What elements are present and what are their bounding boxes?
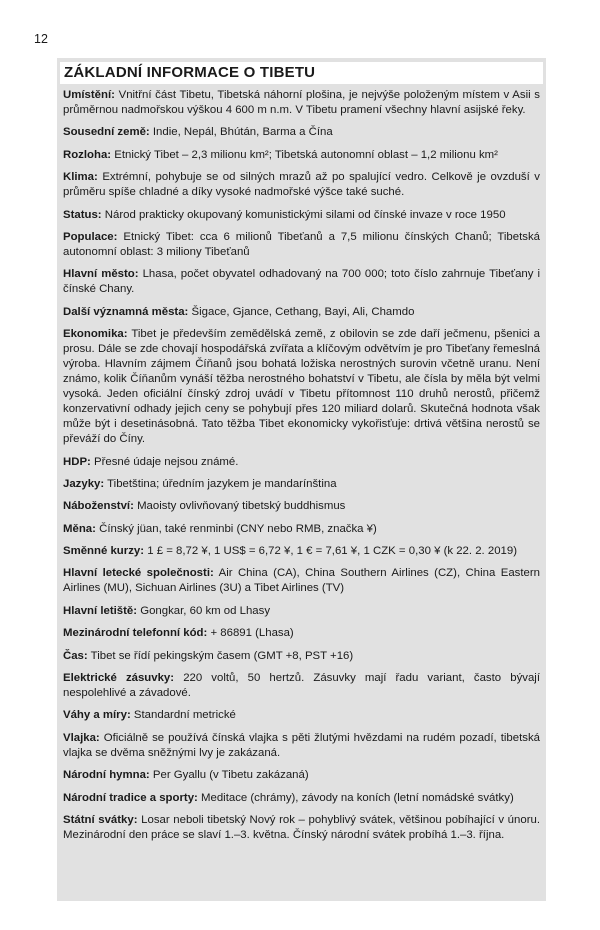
entry-value: Etnický Tibet – 2,3 milionu km²; Tibetská autonomní oblast – 1,2 milionu km²: [114, 148, 498, 161]
entry-value: Lhasa, počet obyvatel odhadovaný na 700 000; toto číslo zahrnuje Tibeťany i čínské Chany.: [63, 268, 540, 296]
entry-population: [63, 230, 540, 260]
entry-value: Per Gyallu (v Tibetu zakázaná): [152, 769, 309, 782]
box-title: ZÁKLADNÍ INFORMACE O TIBETU: [60, 62, 543, 84]
entry-holidays: [63, 813, 540, 843]
entry-area: [63, 148, 540, 163]
entry-label: Rozloha:: [63, 148, 112, 161]
entry-value: + 86891 (Lhasa): [210, 627, 294, 640]
entry-capital: [63, 267, 540, 297]
entry-value: Gongkar, 60 km od Lhasy: [140, 604, 271, 617]
entry-label: Jazyky:: [63, 477, 105, 490]
entry-value: Etnický Tibet: cca 6 milionů Tibeťanů a 7,5 milionu čínských Chanů; Tibetská autonomní oblast: 3 miliony Tibeťanů: [63, 230, 540, 258]
entry-value: Standardní metrické: [133, 709, 236, 722]
entry-value: Čínský jüan, také renminbi (CNY nebo RMB, značka ¥): [99, 522, 377, 535]
entry-label: Klima:: [63, 171, 98, 184]
entry-label: Mezinárodní telefonní kód:: [63, 627, 208, 640]
entry-value: Losar neboli tibetský Nový rok – pohyblivý svátek, většinou pobíhající v únoru. Mezinárodní den práce se slaví 1.–3. května. Čínský národní svátek probíhá 1.–3. října.: [63, 813, 540, 841]
entry-label: Váhy a míry:: [63, 709, 131, 722]
entry-value: Tibet se řídí pekingským časem (GMT +8, PST +16): [90, 649, 354, 662]
entry-label: Umístění:: [63, 89, 115, 101]
entry-value: Indie, Nepál, Bhútán, Barma a Čína: [152, 126, 333, 139]
entry-airport: [63, 604, 540, 619]
entry-value: Šigace, Gjance, Cethang, Bayi, Ali, Chamdo: [191, 305, 415, 318]
entry-value: Tibetština; úředním jazykem je mandarínština: [107, 477, 337, 490]
entry-exchange-rates: [63, 544, 540, 559]
entry-economy: [63, 327, 540, 447]
entry-value: Maoisty ovlivňovaný tibetský buddhismus: [137, 500, 346, 513]
entry-label: Populace:: [63, 230, 118, 243]
entry-label: Státní svátky:: [63, 813, 138, 826]
entry-value: Air China (CA), China Southern Airlines (CZ), China Eastern Airlines (MU), Sichuan Airlines (3U) a Tibet Airlines (TV): [63, 567, 540, 595]
entry-value: Oficiálně se používá čínská vlajka s pěti žlutými hvězdami na rudém pozadí, tibetská vlajka se dvěma sněžnými lvy je zakázaná.: [63, 731, 540, 759]
entry-label: Měna:: [63, 522, 96, 535]
entry-label: HDP:: [63, 455, 91, 468]
entry-other-cities: [63, 305, 540, 320]
entry-label: Další významná města:: [63, 305, 189, 318]
entry-label: Hlavní město:: [63, 268, 139, 281]
entry-weights-measures: [63, 708, 540, 723]
entry-electricity: [63, 671, 540, 701]
entry-location: [63, 88, 540, 118]
entry-label: Elektrické zásuvky:: [63, 672, 175, 685]
entry-status: [63, 208, 540, 223]
entry-airlines: [63, 566, 540, 596]
entry-label: Ekonomika:: [63, 328, 128, 341]
entry-flag: [63, 731, 540, 761]
entry-value: Extrémní, pohybuje se od silných mrazů až po spalující vedro. Celkově je ovzduší v průměru spíše chladné a díky vysoké nadmořské výšce také suché.: [63, 171, 540, 199]
info-box: [57, 58, 546, 901]
entry-label: Národní tradice a sporty:: [63, 791, 198, 804]
entry-neighbors: [63, 125, 540, 140]
entry-label: Národní hymna:: [63, 769, 150, 782]
entry-currency: [63, 522, 540, 537]
entry-phone-code: [63, 626, 540, 641]
entry-value: Přesné údaje nejsou známé.: [94, 455, 239, 468]
entry-time: [63, 649, 540, 664]
entry-value: Národ prakticky okupovaný komunistickými silami od čínské invaze v roce 1950: [104, 208, 506, 221]
entry-label: Náboženství:: [63, 500, 134, 513]
entry-anthem: [63, 768, 540, 783]
entry-value: Vnitřní část Tibetu, Tibetská náhorní plošina, je nejvýše položeným místem v Asii s průměrnou nadmořskou výškou 4 600 m n.m. V Tibetu pramení všechny hlavní asijské řeky.: [63, 89, 540, 116]
entry-value: Tibet je především zemědělská země, z obilovin se zde daří ječmenu, pšenici a prosu. Dále se zde chovají hospodářská zvířata a klíčovým odvětvím je pro Tibeťany řemeslná výroba. Hlavním zájmem Číňanů jsou bohatá ložiska nerostných surovin včetně uranu. Není známo, kolik Číňanům vynáší těžba nerostného bohatství v Tibetu, ale čísla by měla být velmi vysoká. Jeden oficiální čínský zdroj uvádí v Tibetu přítomnost 110 druhů nerostů, přičemž konzervativní odhady jejich ceny se pohybují přes 120 miliard dolarů. Skutečná hodnota však může být i desetinásobná. Tato těžba Tibet ekonomicky vykořisťuje: drtivá většina nerostů se převáží do Číny.: [63, 328, 540, 446]
entry-label: Směnné kurzy:: [63, 545, 145, 558]
entry-value: 220 voltů, 50 hertzů. Zásuvky mají řadu variant, často bývají nespolehlivé a závadové.: [63, 672, 540, 700]
entry-languages: [63, 477, 540, 492]
entry-gdp: [63, 455, 540, 470]
entry-label: Hlavní letecké společnosti:: [63, 567, 214, 580]
entry-value: 1 £ = 8,72 ¥, 1 US$ = 6,72 ¥, 1 € = 7,61 ¥, 1 CZK = 0,30 ¥ (k 22. 2. 2019): [147, 545, 518, 558]
page-number: 12: [34, 32, 48, 46]
entry-label: Status:: [63, 208, 102, 221]
entry-climate: [63, 170, 540, 200]
entry-religion: [63, 499, 540, 514]
entry-label: Hlavní letiště:: [63, 604, 138, 617]
entries-list: [63, 88, 540, 850]
entry-value: Meditace (chrámy), závody na koních (letní nomádské svátky): [201, 791, 514, 804]
entry-label: Čas:: [63, 649, 88, 662]
entry-label: Vlajka:: [63, 731, 100, 744]
entry-traditions-sports: [63, 791, 540, 806]
entry-label: Sousední země:: [63, 126, 150, 139]
